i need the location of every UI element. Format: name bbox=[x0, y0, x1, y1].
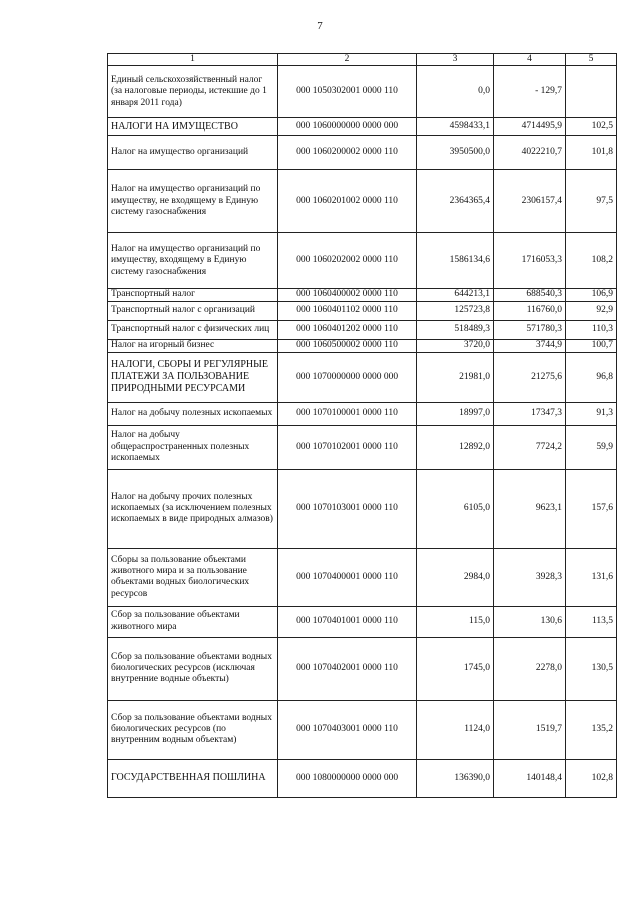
table-row bbox=[108, 118, 617, 136]
table-row bbox=[108, 700, 617, 759]
row-code: 000 1060500002 0000 110 bbox=[278, 339, 417, 352]
row-percent: 97,5 bbox=[566, 170, 617, 233]
row-plan-value: 1586134,6 bbox=[417, 233, 494, 289]
row-actual-value: - 129,7 bbox=[494, 66, 566, 118]
row-name: ГОСУДАРСТВЕННАЯ ПОШЛИНА bbox=[108, 759, 278, 797]
row-plan-value: 3950500,0 bbox=[417, 136, 494, 170]
row-code: 000 1080000000 0000 000 bbox=[278, 759, 417, 797]
table-row bbox=[108, 637, 617, 700]
row-code: 000 1060200002 0000 110 bbox=[278, 136, 417, 170]
row-percent: 102,8 bbox=[566, 759, 617, 797]
row-actual-value: 1519,7 bbox=[494, 700, 566, 759]
row-name: Сбор за пользование объектами животного мира bbox=[108, 606, 278, 637]
row-code: 000 1070403001 0000 110 bbox=[278, 700, 417, 759]
row-percent: 92,9 bbox=[566, 301, 617, 320]
row-name: Налог на добычу полезных ископаемых bbox=[108, 402, 278, 425]
row-actual-value: 2278,0 bbox=[494, 637, 566, 700]
row-plan-value: 115,0 bbox=[417, 606, 494, 637]
header-col-4: 4 bbox=[494, 54, 566, 66]
table-row bbox=[108, 66, 617, 118]
table-header-row bbox=[108, 54, 617, 66]
row-code: 000 1060000000 0000 000 bbox=[278, 118, 417, 136]
header-col-1: 1 bbox=[108, 54, 278, 66]
row-actual-value: 17347,3 bbox=[494, 402, 566, 425]
row-plan-value: 518489,3 bbox=[417, 320, 494, 339]
table-row bbox=[108, 170, 617, 233]
row-percent: 59,9 bbox=[566, 425, 617, 469]
row-name: НАЛОГИ НА ИМУЩЕСТВО bbox=[108, 118, 278, 136]
table-row bbox=[108, 301, 617, 320]
row-actual-value: 688540,3 bbox=[494, 289, 566, 301]
row-actual-value: 9623,1 bbox=[494, 469, 566, 548]
table-row bbox=[108, 320, 617, 339]
row-actual-value: 21275,6 bbox=[494, 352, 566, 402]
row-percent: 106,9 bbox=[566, 289, 617, 301]
row-plan-value: 18997,0 bbox=[417, 402, 494, 425]
row-name: НАЛОГИ, СБОРЫ И РЕГУЛЯРНЫЕ ПЛАТЕЖИ ЗА ПОЛЬЗОВАНИЕ ПРИРОДНЫМИ РЕСУРСАМИ bbox=[108, 352, 278, 402]
table-row bbox=[108, 136, 617, 170]
row-percent: 101,8 bbox=[566, 136, 617, 170]
row-percent: 96,8 bbox=[566, 352, 617, 402]
table-row bbox=[108, 425, 617, 469]
table-row bbox=[108, 759, 617, 797]
row-percent: 135,2 bbox=[566, 700, 617, 759]
row-code: 000 1070000000 0000 000 bbox=[278, 352, 417, 402]
table-row bbox=[108, 469, 617, 548]
row-plan-value: 1745,0 bbox=[417, 637, 494, 700]
row-name: Сбор за пользование объектами водных биологических ресурсов (по внутренним водным объектам) bbox=[108, 700, 278, 759]
row-actual-value: 140148,4 bbox=[494, 759, 566, 797]
row-plan-value: 125723,8 bbox=[417, 301, 494, 320]
row-name: Налог на добычу прочих полезных ископаемых (за исключением полезных ископаемых в виде природных алмазов) bbox=[108, 469, 278, 548]
row-plan-value: 136390,0 bbox=[417, 759, 494, 797]
row-percent bbox=[566, 66, 617, 118]
row-name: Налог на имущество организаций по имуществу, не входящему в Единую систему газоснабжения bbox=[108, 170, 278, 233]
row-code: 000 1050302001 0000 110 bbox=[278, 66, 417, 118]
row-name: Транспортный налог с физических лиц bbox=[108, 320, 278, 339]
row-code: 000 1070103001 0000 110 bbox=[278, 469, 417, 548]
row-name: Сбор за пользование объектами водных биологических ресурсов (исключая внутренние водные объекты) bbox=[108, 637, 278, 700]
row-actual-value: 2306157,4 bbox=[494, 170, 566, 233]
row-code: 000 1060401102 0000 110 bbox=[278, 301, 417, 320]
row-plan-value: 3720,0 bbox=[417, 339, 494, 352]
row-percent: 157,6 bbox=[566, 469, 617, 548]
row-percent: 113,5 bbox=[566, 606, 617, 637]
header-col-2: 2 bbox=[278, 54, 417, 66]
row-percent: 110,3 bbox=[566, 320, 617, 339]
row-name: Транспортный налог bbox=[108, 289, 278, 301]
row-actual-value: 571780,3 bbox=[494, 320, 566, 339]
row-percent: 131,6 bbox=[566, 548, 617, 606]
table-row bbox=[108, 606, 617, 637]
table-row bbox=[108, 339, 617, 352]
row-actual-value: 116760,0 bbox=[494, 301, 566, 320]
row-code: 000 1060202002 0000 110 bbox=[278, 233, 417, 289]
row-percent: 130,5 bbox=[566, 637, 617, 700]
table-row bbox=[108, 402, 617, 425]
row-code: 000 1060201002 0000 110 bbox=[278, 170, 417, 233]
row-code: 000 1060400002 0000 110 bbox=[278, 289, 417, 301]
row-name: Налог на добычу общераспространенных полезных ископаемых bbox=[108, 425, 278, 469]
table-row bbox=[108, 352, 617, 402]
row-percent: 100,7 bbox=[566, 339, 617, 352]
row-actual-value: 7724,2 bbox=[494, 425, 566, 469]
row-code: 000 1060401202 0000 110 bbox=[278, 320, 417, 339]
revenue-table bbox=[107, 53, 617, 798]
row-percent: 108,2 bbox=[566, 233, 617, 289]
row-code: 000 1070400001 0000 110 bbox=[278, 548, 417, 606]
row-name: Транспортный налог с организаций bbox=[108, 301, 278, 320]
row-plan-value: 644213,1 bbox=[417, 289, 494, 301]
row-name: Налог на имущество организаций bbox=[108, 136, 278, 170]
row-plan-value: 2364365,4 bbox=[417, 170, 494, 233]
row-actual-value: 3744,9 bbox=[494, 339, 566, 352]
row-actual-value: 1716053,3 bbox=[494, 233, 566, 289]
row-actual-value: 4022210,7 bbox=[494, 136, 566, 170]
header-col-3: 3 bbox=[417, 54, 494, 66]
table-row bbox=[108, 548, 617, 606]
row-code: 000 1070100001 0000 110 bbox=[278, 402, 417, 425]
row-plan-value: 12892,0 bbox=[417, 425, 494, 469]
row-name: Сборы за пользование объектами животного мира и за пользование объектами водных биологических ресурсов bbox=[108, 548, 278, 606]
row-name: Единый сельскохозяйственный налог (за налоговые периоды, истекшие до 1 января 2011 года) bbox=[108, 66, 278, 118]
row-plan-value: 1124,0 bbox=[417, 700, 494, 759]
row-actual-value: 130,6 bbox=[494, 606, 566, 637]
row-code: 000 1070401001 0000 110 bbox=[278, 606, 417, 637]
page-number: 7 bbox=[317, 20, 323, 32]
row-plan-value: 2984,0 bbox=[417, 548, 494, 606]
row-code: 000 1070102001 0000 110 bbox=[278, 425, 417, 469]
row-name: Налог на игорный бизнес bbox=[108, 339, 278, 352]
table-row bbox=[108, 233, 617, 289]
row-plan-value: 21981,0 bbox=[417, 352, 494, 402]
header-col-5: 5 bbox=[566, 54, 617, 66]
row-plan-value: 4598433,1 bbox=[417, 118, 494, 136]
row-code: 000 1070402001 0000 110 bbox=[278, 637, 417, 700]
table-row bbox=[108, 289, 617, 301]
row-actual-value: 4714495,9 bbox=[494, 118, 566, 136]
row-percent: 102,5 bbox=[566, 118, 617, 136]
row-plan-value: 6105,0 bbox=[417, 469, 494, 548]
row-actual-value: 3928,3 bbox=[494, 548, 566, 606]
row-percent: 91,3 bbox=[566, 402, 617, 425]
row-name: Налог на имущество организаций по имуществу, входящему в Единую систему газоснабжения bbox=[108, 233, 278, 289]
row-plan-value: 0,0 bbox=[417, 66, 494, 118]
